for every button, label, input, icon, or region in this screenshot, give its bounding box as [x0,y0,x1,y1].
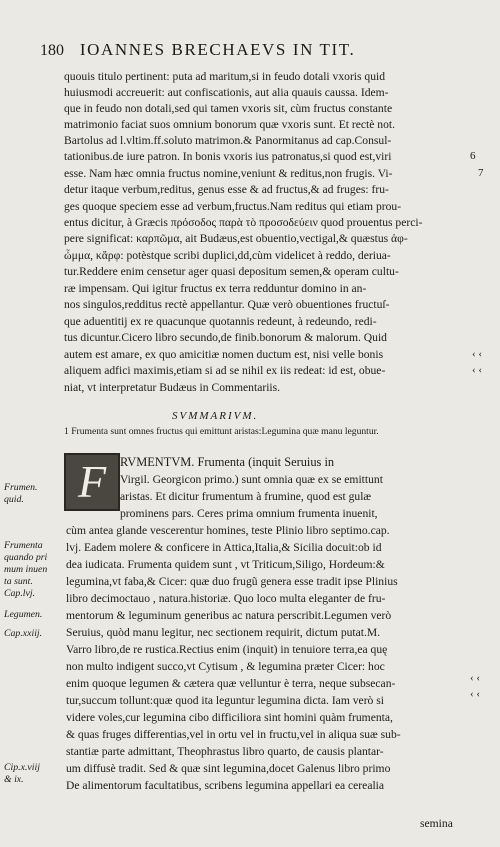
margin-note-right: ‹ ‹ [472,348,483,360]
text-line: que in feudo non dotali,sed qui tamen vxoris sit, cùm fructus constante [64,102,393,115]
text-line: aristas. Et dicitur frumentum à frumine, quod est gulæ [120,490,372,503]
text-line: Seruius, quòd manu legitur, nec sectionem requirit, dictum putat.M. [66,626,381,639]
margin-note-line: quid. [4,494,24,505]
text-line: ges quoque speciem esse ad verbum,fructus.Nam reditus qui etiam prou- [64,200,402,213]
margin-note-line: Cap.xxiij. [4,628,43,639]
text-line: niat, vt interpretatur Budæus in Commentariis. [64,381,281,394]
text-line: stantiæ parte admittant, Theophrastus libro quarto, de causis plantar- [66,745,384,758]
margin-note-line: mum inuen [4,564,48,575]
margin-note-left [4,609,42,621]
text-line: pere significat: καρπῶμα, ait Budæus,est obuentio,vectigal,& quæstus ἀφ- [64,232,408,245]
text-line: legumina,vt faba,& Cicer: quæ duo frugũ genera esse tradit ipse Plinius [66,575,398,588]
text-line: & quas fruges differentias,vel in ortu vel in fructu,vel in aliqua suæ sub- [66,728,401,741]
text-line: que aduentitij ex re quacunque quotannis redeunt, à redeundo, redi- [64,315,377,328]
running-title: IOANNES BRECHAEVS IN TIT. [79,40,356,59]
margin-note-line: Frumenta [4,540,43,551]
text-line: tationibus.de iure patron. In bonis vxoris ius patronatus,si quod est,viri [64,150,392,163]
text-line: dea iudicata. Frumenta quidem sunt , vt Triticum,Siligo, Hordeum:& [66,558,385,571]
text-line: detur itaque verbum,reditus, genus esse & ad fructus,& ad fruges: fru- [64,183,389,196]
margin-note-line: Cip.x.viij [4,762,40,773]
text-line: tur.Reddere enim censetur ager quasi depositum semen,& operam cultu- [64,265,399,278]
margin-note-line: Cap.lvj. [4,588,36,599]
margin-note-line: quando pri [4,552,48,563]
text-line: prominens pars. Ceres prima omnium frumenta inuenit, [120,507,378,520]
text-line: ὦμμα, κἄρφ: potèstque scribi duplici,dd,cùm videlicet à reddo, deriua- [64,249,391,262]
margin-note-line: Legumen. [4,609,43,620]
margin-note-right: 7 [478,167,484,179]
text-line: nos singulos,redditus rectè appellantur. Quæ verò obuentiones fructuſ- [64,298,390,311]
text-line: huiusmodi accreuerit: aut confiscationis, aut alia quauis caussa. Idem- [64,86,389,99]
text-line: tus dicuntur.Cicero libro secundo,de finib.bonorum & malorum. Quid [64,331,387,344]
text-line: lvj. Eadem molere & conficere in Attica,Italia,& Sicilia docuit:ob id [66,541,382,554]
text-line: autem est amare, ex quo amicitiæ nomen ductum est, nisi velle bonis [64,348,384,361]
margin-note-left [4,540,47,600]
text-line: RVMENTVM. Frumenta (inquit Seruius in [120,455,335,469]
margin-note-right: ‹ ‹ [470,688,481,700]
text-line: ræ impensam. Qui igitur fructus ex terra redduntur domino in an- [64,282,367,295]
text-line: esse. Nam hæc omnia fructus nomine,veniunt & reditus,non frugis. Vi- [64,167,393,180]
text-line: Varro libro,de re rustica.Rectius enim (inquit) in tenuiore terra,ea quę [66,643,388,656]
summary-item: 1 Frumenta sunt omnes fructus qui emittunt aristas:Legumina quæ manu leguntur. [64,426,379,437]
text-line: cùm antea glande vescerentur homines, teste Plinio libro septimo.cap. [66,524,390,537]
text-line: um diffusè tradit. Sed & quæ sint legumina,docet Galenus libro primo [66,762,391,775]
text-line: matrimonio faciat suos omnium bonorum quæ vxoris sunt. Et rectè not. [64,118,396,131]
drop-cap [64,453,120,511]
page-number: 180 [40,42,64,59]
margin-note-right: ‹ ‹ [472,364,483,376]
text-line: mentorum & leguminum generibus ac natura perscribit.Legumen verò [66,609,392,622]
margin-note-right: 6 [470,150,476,162]
text-line: Virgil. Georgicon primo.) sunt omnia quæ ex se emittunt [120,473,383,486]
margin-note-left [4,628,42,640]
text-line: entus dicitur, à Græcis πρόσοδος παρὰ τὸ προσοδεύειν quod prouentus perci- [64,216,423,229]
text-line: De alimentorum facultatibus, scribens legumina appellari ea cerealia [66,779,385,792]
text-line: videre voles,cur legumina cibo difficiliora sint homini quàm frumenta, [66,711,393,724]
margin-note-left [4,482,37,506]
summary-heading: SVMMARIVM. [172,410,259,422]
text-line: non multo indigent succo,vt Cytisum , & legumina præter Cicer: hoc [66,660,385,673]
text-line: tur,succum tollunt:quæ quod ita leguntur legumina dicta. Iam verò si [66,694,384,707]
text-line: aliquem adfici maximis,etiam si ad se nihil ex iis redeat: id est, obue- [64,364,386,377]
text-line: Bartolus ad l.vltim.ff.soluto matrimon.& Panormitanus ad cap.Consul- [64,134,392,147]
drop-cap-letter: F [77,456,107,507]
text-line: enim quoque legumen & cætera quæ velluntur è terra, neque subsecan- [66,677,396,690]
margin-note-line: Frumen. [4,482,38,493]
margin-note-line: & ix. [4,774,24,785]
text-line: quouis titulo pertinent: puta ad maritum,si in feudo dotali vxoris quid [64,70,386,83]
running-header [40,40,460,64]
margin-note-left [4,762,40,786]
catchword: semina [420,817,453,830]
margin-note-right: ‹ ‹ [470,672,481,684]
margin-note-line: ta sunt. [4,576,33,587]
text-line: libro decimoctauo , natura.historiæ. Quo loco multa eleganter de fru- [66,592,386,605]
